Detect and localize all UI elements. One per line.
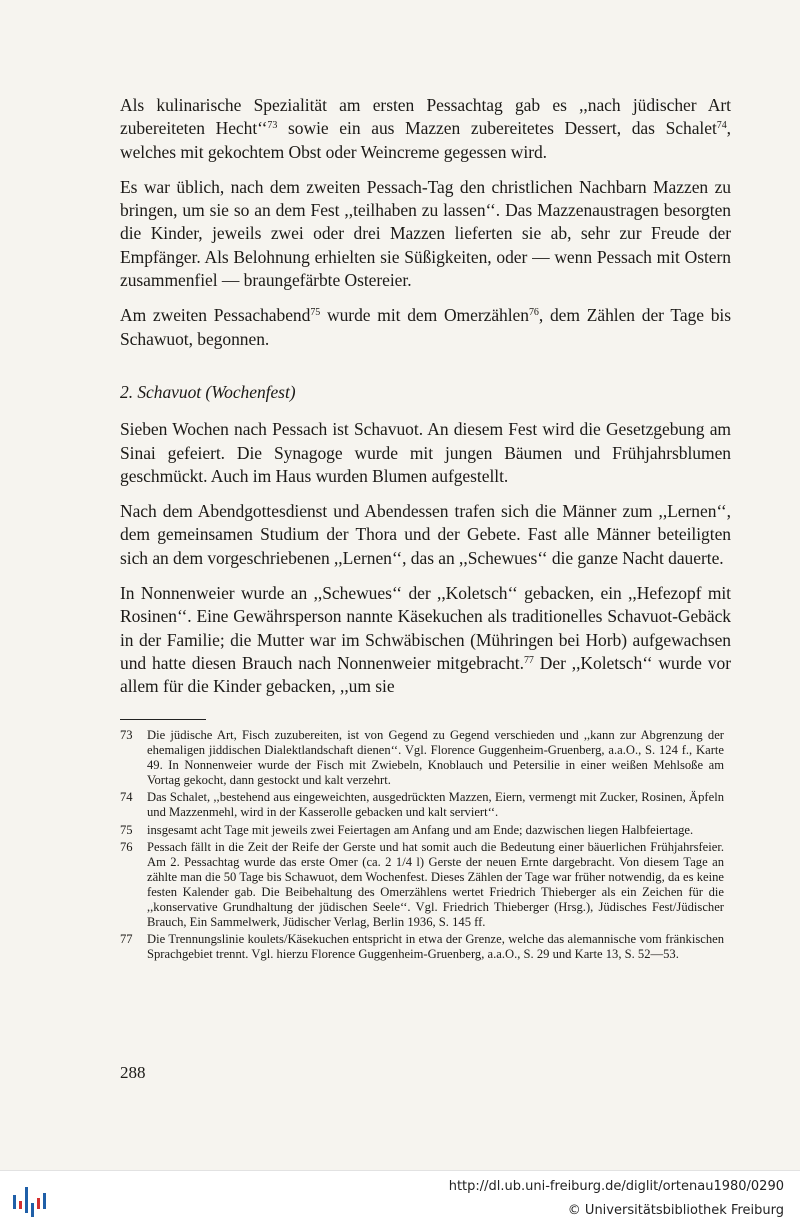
- footnote-number: 74: [120, 790, 133, 805]
- footnote-ref-75[interactable]: 75: [310, 307, 321, 319]
- paragraph-1-text-a: Als kulinarische Spezialität am ersten Pessachtag gab es ,,nach jüdischer Art zubereiteten Hecht‘‘: [120, 95, 731, 139]
- page-number: 288: [120, 1063, 146, 1082]
- paragraph-5-text: Nach dem Abendgottesdienst und Abendessen trafen sich die Männer zum ,,Lernen‘‘, dem gemeinsamen Studium der Thora und der Gebete. Fast alle Männer beteiligten sich an dem vorgeschriebenen ,,Lernen‘‘, das an ,,Schewues‘‘ die ganze Nacht dauerte.: [120, 501, 731, 568]
- paragraph-2: [120, 176, 731, 292]
- footnote-ref-77[interactable]: 77: [523, 654, 534, 666]
- footnote-text: Die jüdische Art, Fisch zuzubereiten, ist von Gegend zu Gegend verschieden und ,,kann zur Abgrenzung der ehemaligen jiddischen Dialektlandschaft dienen‘‘. Vgl. Florence Guggenheim-Gruenberg, a.a.O., S. 124 f., Karte 49. In Nonnenweier wurde der Fisch mit Zwiebeln, Knoblauch und Petersilie in einer weißen Mehlsoße am Vortag gekocht, dann gestockt und kalt verzehrt.: [147, 728, 724, 788]
- footnote-text: Pessach fällt in die Zeit der Reife der Gerste und hat somit auch die Bedeutung einer bäuerlichen Frühjahrsfeier. Am 2. Pessachtag wurde das erste Omer (ca. 2 1/4 l) Gerste der neuen Ernte dargebracht. Von diesem Tage an zählte man die 50 Tage bis Schawuot, dem Wochenfest. Dieses Zählen der Tage war früher notwendig, da es keine festen Kalender gab. Die Beibehaltung des Omerzählens wertet Friedrich Thieberger als ein Zeichen für die ,,konservative Grundhaltung der jüdischen Seele‘‘. Vgl. Friedrich Thieberger (Hrsg.), Jüdisches Fest/Jüdischer Brauch, Ein Sammelwerk, Jüdischer Verlag, Berlin 1936, S. 145 ff.: [147, 839, 724, 930]
- footnote-divider: [120, 719, 206, 720]
- footnote-number: 75: [120, 822, 133, 837]
- footnote-text: Die Trennungslinie koulets/Käsekuchen entspricht in etwa der Grenze, welche das alemannische vom fränkischen Sprachgebiet trennt. Vgl. hierzu Florence Guggenheim-Gruenberg, a.a.O., S. 29 und Karte 13, S. 52—53.: [147, 932, 724, 962]
- footer-copyright: © Universitätsbibliothek Freiburg: [567, 1203, 784, 1218]
- section-heading: 2. Schavuot (Wochenfest): [120, 381, 296, 402]
- paragraph-3-text-c: , dem Zählen der Tage bis Schawuot, begonnen.: [120, 305, 731, 349]
- footnote-73: [120, 728, 724, 788]
- paragraph-4: [120, 418, 731, 488]
- footnote-text: insgesamt acht Tage mit jeweils zwei Feiertagen am Anfang und am Ende; dazwischen liegen Halbfeiertage.: [147, 822, 694, 837]
- paragraph-5: [120, 500, 731, 570]
- paragraph-6-text-a: In Nonnenweier wurde an ,,Schewues‘‘ der ,,Koletsch‘‘ gebacken, ein ,,Hefezopf mit Rosinen‘‘. Eine Gewährsperson nannte Käsekuchen als traditionelles Schavuot-Gebäck in der Familie; die Mutter war im Schwäbischen (Mühringen bei Horb) aufgewachsen und hatte diesen Brauch nach Nonnenweier mitgebracht.: [120, 583, 731, 673]
- footnote-text: Das Schalet, ,,bestehend aus eingeweichten, ausgedrückten Mazzen, Eiern, vermengt mit Zucker, Rosinen, Äpfeln und Mazzenmehl, wird in der Kasserolle gebacken und kalt serviert‘‘.: [147, 790, 724, 820]
- paragraph-6-text-b: Der ,,Koletsch‘‘ wurde vor allem für die Kinder gebacken, ,,um sie: [120, 652, 731, 697]
- paragraph-4-text: Sieben Wochen nach Pessach ist Schavuot. An diesem Fest wird die Gesetzgebung am Sinai gefeiert. Die Synagoge wurde mit jungen Bäumen und Frühjahrsblumen geschmückt. Auch im Haus wurden Blumen aufgestellt.: [120, 419, 731, 486]
- footnote-74: [120, 790, 724, 820]
- footer-bar: [0, 1170, 800, 1227]
- footnote-ref-76[interactable]: 76: [528, 307, 539, 319]
- footnote-number: 77: [120, 932, 133, 947]
- footnote-ref-73[interactable]: 73: [267, 120, 278, 132]
- paragraph-1-text-c: , welches mit gekochtem Obst oder Weincreme gegessen wird.: [120, 118, 731, 162]
- paragraph-1: [120, 94, 731, 164]
- footnote-75: [120, 823, 724, 838]
- paragraph-3-text-a: Am zweiten Pessachabend: [120, 305, 311, 326]
- paragraph-3-text-b: wurde mit dem Omerzählen: [320, 305, 529, 326]
- body-text: [120, 94, 731, 699]
- footnote-77: [120, 932, 724, 962]
- ub-freiburg-logo-icon[interactable]: [12, 1181, 50, 1219]
- paragraph-1-text-b: sowie ein aus Mazzen zubereitetes Dessert, das Schalet: [277, 118, 717, 139]
- footnote-76: [120, 840, 724, 931]
- footnote-number: 76: [120, 839, 133, 854]
- paragraph-2-text: Es war üblich, nach dem zweiten Pessach-Tag den christlichen Nachbarn Mazzen zu bringen, um sie so an dem Fest ,,teilhaben zu lassen‘‘. Das Mazzenaustragen besorgten die Kinder, jeweils zwei oder drei Mazzen lieferten sie ab, sehr zur Freude der Empfänger. Als Belohnung erhielten sie Süßigkeiten, oder — wenn Pessach mit Ostern zusammenfiel — braungefärbte Ostereier.: [120, 176, 731, 291]
- footnote-number: 73: [120, 728, 133, 742]
- paragraph-3: [120, 304, 731, 351]
- footnote-ref-74[interactable]: 74: [716, 120, 727, 132]
- footer-url-link[interactable]: http://dl.ub.uni-freiburg.de/diglit/ortenau1980/0290: [448, 1179, 784, 1194]
- paragraph-6: [120, 582, 731, 698]
- footnotes: [120, 728, 724, 964]
